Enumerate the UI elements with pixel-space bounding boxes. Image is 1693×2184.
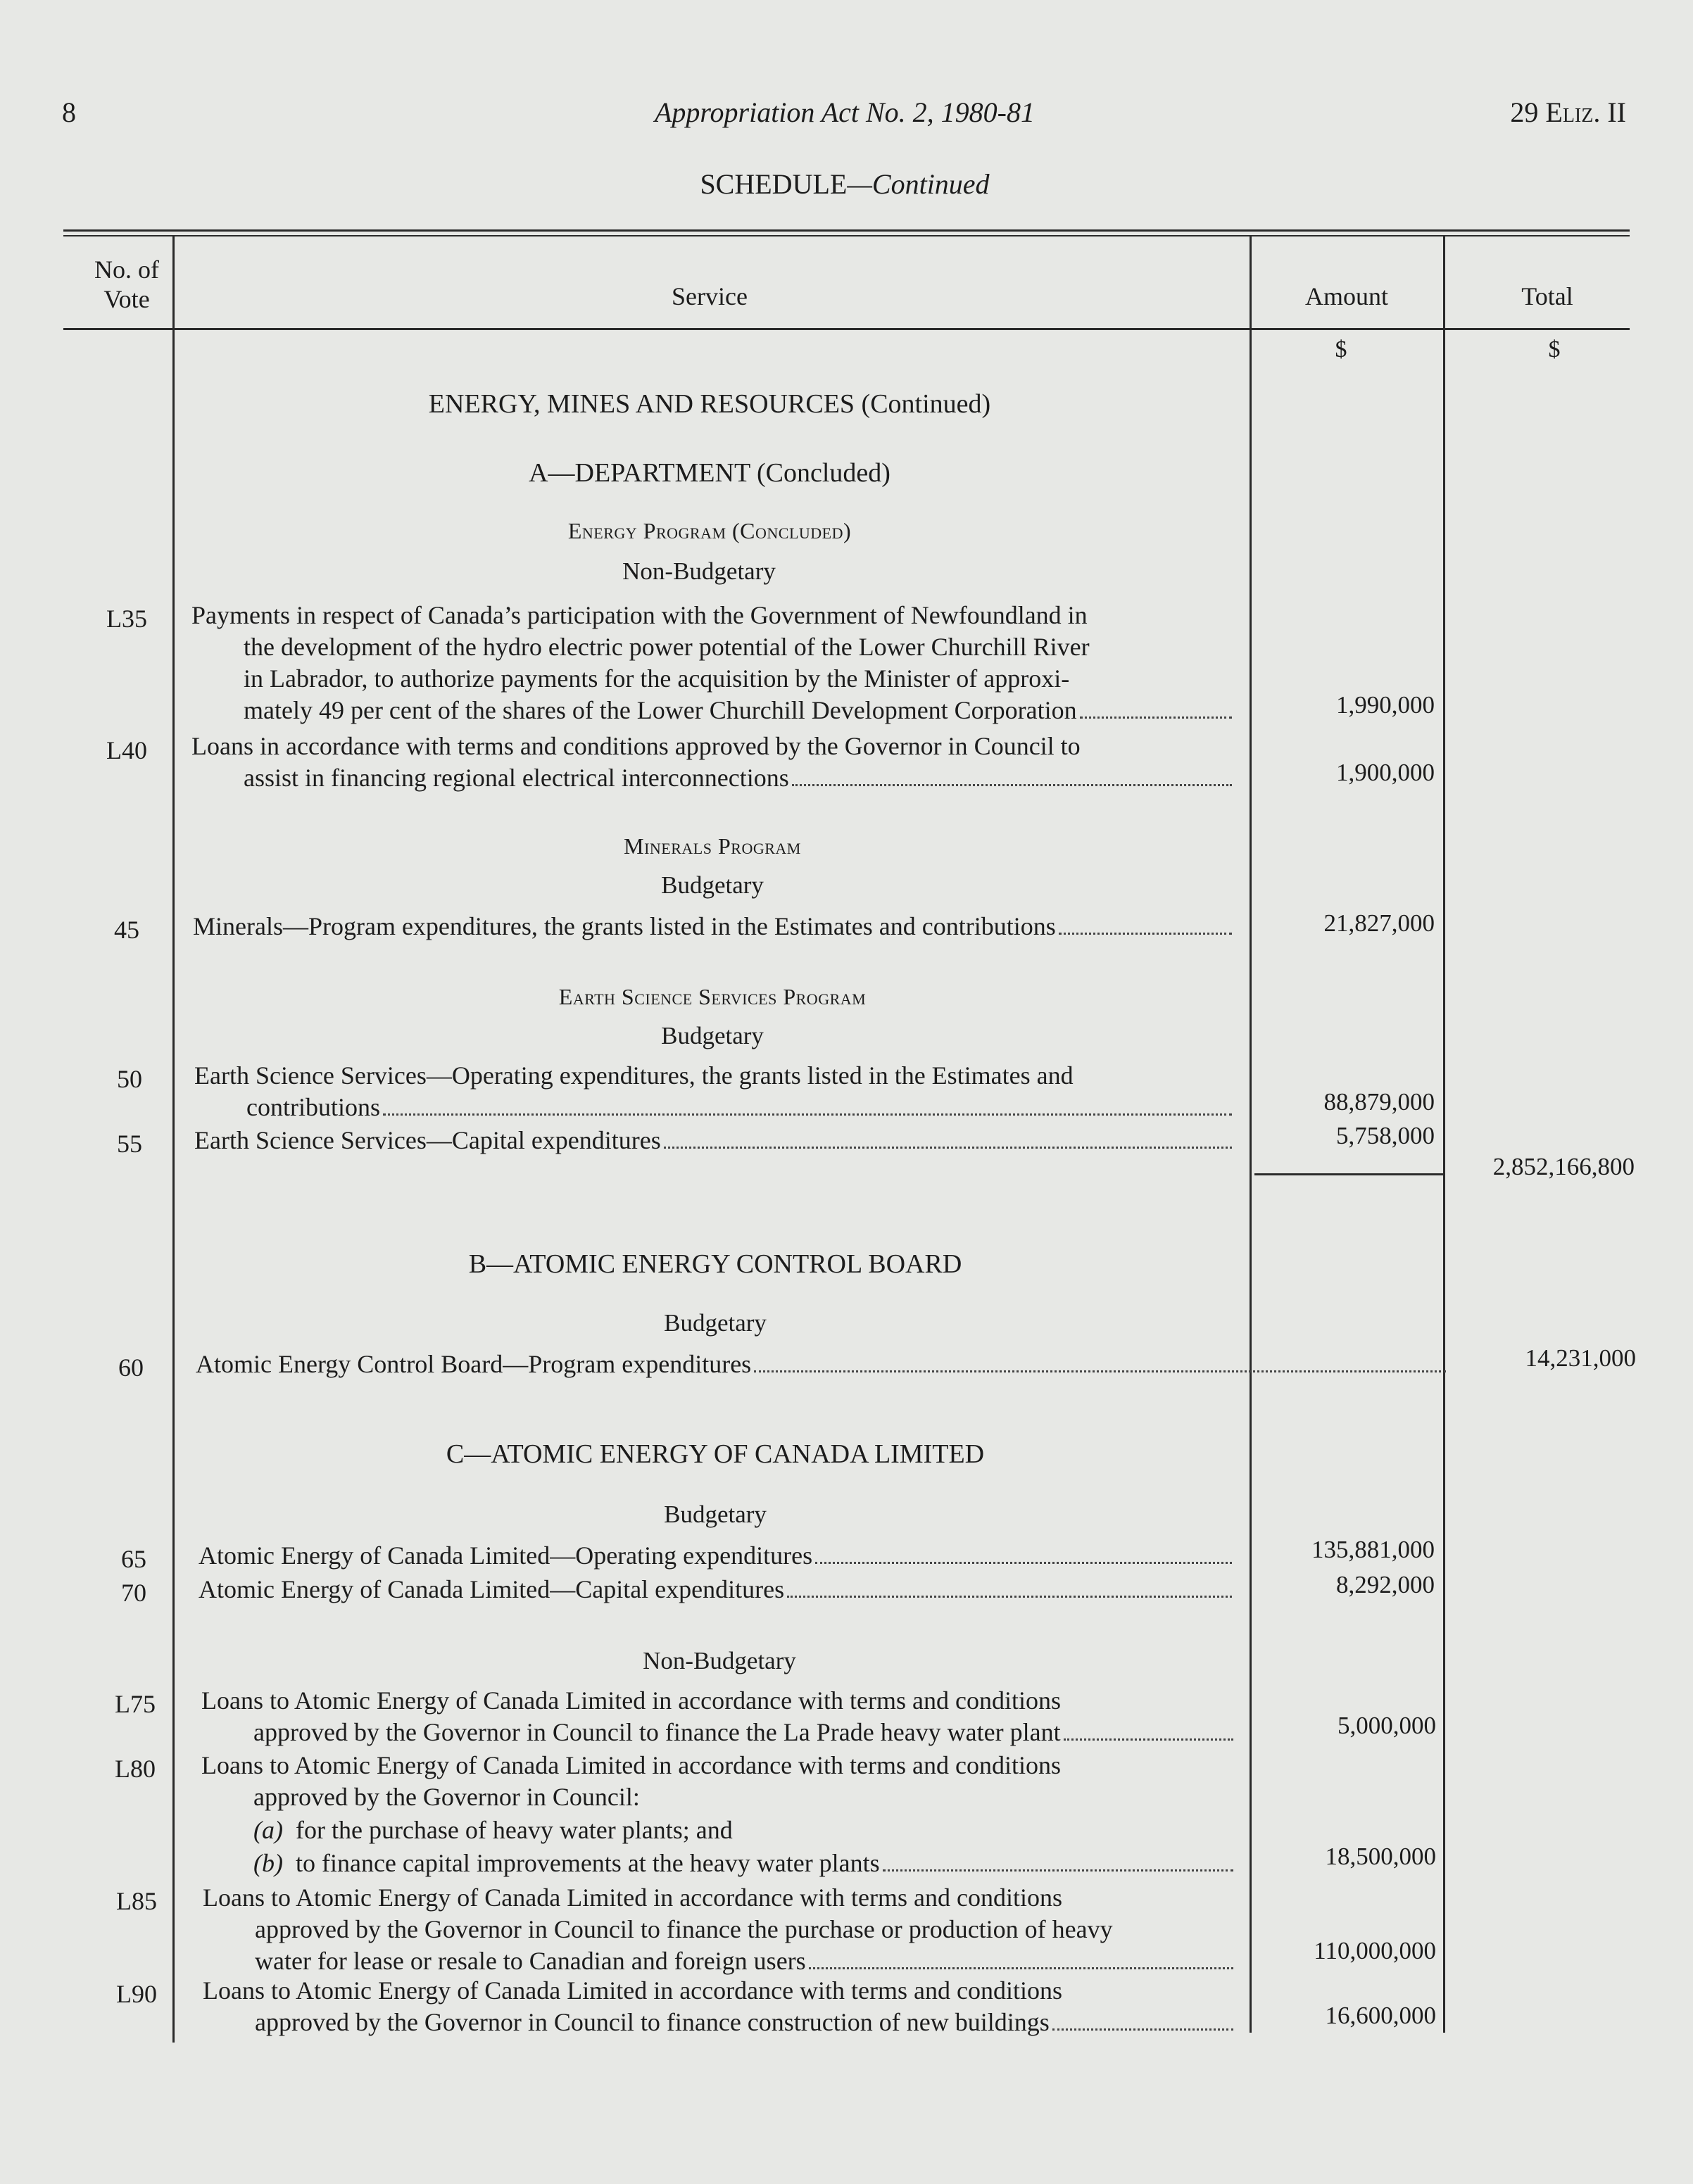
subheading-non-budgetary: Non-Budgetary (622, 557, 776, 585)
section-title-emr: ENERGY, MINES AND RESOURCES (Continued) (428, 389, 991, 419)
vote-description: Minerals—Program expenditures, the grants listed in the Estimates and contributions (193, 911, 1235, 942)
vote-amount: 5,758,000 (1336, 1122, 1435, 1149)
vote-number: 60 (118, 1353, 144, 1382)
vote-number: 70 (121, 1579, 146, 1607)
vote-amount: 88,879,000 (1323, 1088, 1435, 1116)
program-title-earth-science: Earth Science Services Program (558, 984, 867, 1009)
subtotal-rule (1254, 1173, 1443, 1175)
vote-description: Loans to Atomic Energy of Canada Limited in accordance with terms and conditions approved by the Governor in Council to finance the La Prade heavy water plant (201, 1685, 1236, 1748)
vote-description: Atomic Energy of Canada Limited—Capital expenditures (199, 1574, 1235, 1605)
vote-description: Earth Science Services—Capital expenditures (194, 1125, 1235, 1156)
total-unit: $ (1548, 336, 1561, 362)
table-header-rule (63, 328, 1630, 330)
vote-description: Loans to Atomic Energy of Canada Limited in accordance with terms and conditions approved by the Governor in Council to finance the purchase or production of heavy water for lease or resale to Canadian and foreign users (203, 1882, 1236, 1977)
vote-number: 65 (121, 1545, 146, 1573)
column-header-total: Total (1521, 282, 1573, 310)
vote-number: L75 (115, 1690, 156, 1718)
section-title-department: A—DEPARTMENT (Concluded) (529, 458, 890, 488)
vote-amount: 16,600,000 (1325, 2002, 1436, 2029)
vote-number: L35 (106, 605, 147, 633)
vote-number: L80 (115, 1755, 156, 1783)
subheading-budgetary: Budgetary (661, 1022, 764, 1049)
subheading-budgetary: Budgetary (661, 871, 764, 899)
vote-number: 55 (117, 1130, 142, 1158)
vote-amount: 135,881,000 (1311, 1536, 1435, 1563)
amount-column-divider-right (1443, 236, 1445, 2033)
vote-number: L90 (116, 1980, 157, 2008)
section-title-aecl: C—ATOMIC ENERGY OF CANADA LIMITED (446, 1439, 985, 1469)
vote-amount: 21,827,000 (1323, 909, 1435, 937)
section-total: 2,852,166,800 (1492, 1153, 1635, 1180)
vote-amount: 18,500,000 (1325, 1843, 1436, 1870)
vote-description: Earth Science Services—Operating expenditures, the grants listed in the Estimates and contributions (194, 1060, 1235, 1123)
vote-description: Loans to Atomic Energy of Canada Limited in accordance with terms and conditions approved by the Governor in Council: (a) for the purchase of heavy water plants; and (b) to finance capital improvements at the heavy water plants (201, 1750, 1236, 1879)
vote-description: Atomic Energy Control Board—Program expenditures (196, 1349, 1449, 1380)
schedule-heading: SCHEDULE—Continued (700, 168, 990, 200)
vote-number: L85 (116, 1887, 157, 1915)
column-header-service: Service (672, 282, 748, 310)
amount-column-divider-left (1250, 236, 1252, 2033)
table-top-rule (63, 229, 1630, 232)
page-number: 8 (62, 96, 76, 128)
section-total: 14,231,000 (1525, 1344, 1636, 1372)
regnal-year: 29 Eliz. II (1510, 96, 1626, 128)
vote-description: Loans in accordance with terms and conditions approved by the Governor in Council to assist in financing regional electrical interconnections (191, 731, 1235, 794)
vote-amount: 5,000,000 (1338, 1712, 1436, 1739)
program-title-energy: Energy Program (Concluded) (567, 518, 852, 543)
vote-number: 50 (117, 1065, 142, 1093)
column-header-amount: Amount (1304, 282, 1389, 310)
column-header-vote: No. of Vote (94, 255, 159, 313)
section-title-aecb: B—ATOMIC ENERGY CONTROL BOARD (468, 1249, 962, 1279)
vote-description: Loans to Atomic Energy of Canada Limited in accordance with terms and conditions approved by the Governor in Council to finance construction of new buildings (203, 1975, 1236, 2038)
vote-amount: 1,900,000 (1336, 759, 1435, 786)
amount-unit: $ (1335, 336, 1347, 362)
subheading-non-budgetary: Non-Budgetary (643, 1647, 796, 1674)
table-top-rule-inner (63, 235, 1630, 236)
vote-description: Atomic Energy of Canada Limited—Operating expenditures (199, 1540, 1235, 1572)
subheading-budgetary: Budgetary (664, 1501, 767, 1528)
vote-amount: 1,990,000 (1336, 691, 1435, 719)
document-title: Appropriation Act No. 2, 1980-81 (655, 96, 1035, 128)
vote-number: 45 (114, 916, 139, 944)
program-title-minerals: Minerals Program (624, 833, 801, 859)
subheading-budgetary: Budgetary (664, 1309, 767, 1337)
vote-description: Payments in respect of Canada’s participation with the Government of Newfoundland in the development of the hydro electric power potential of the Lower Churchill River in Labrador, to authorize payments for the acquisition by the Minister of approxi- mately 49 per cent of the shares of the Lower Churchill Development Corporation (191, 600, 1235, 726)
vote-amount: 110,000,000 (1314, 1937, 1436, 1964)
vote-number: L40 (106, 736, 147, 764)
vote-amount: 8,292,000 (1336, 1571, 1435, 1598)
